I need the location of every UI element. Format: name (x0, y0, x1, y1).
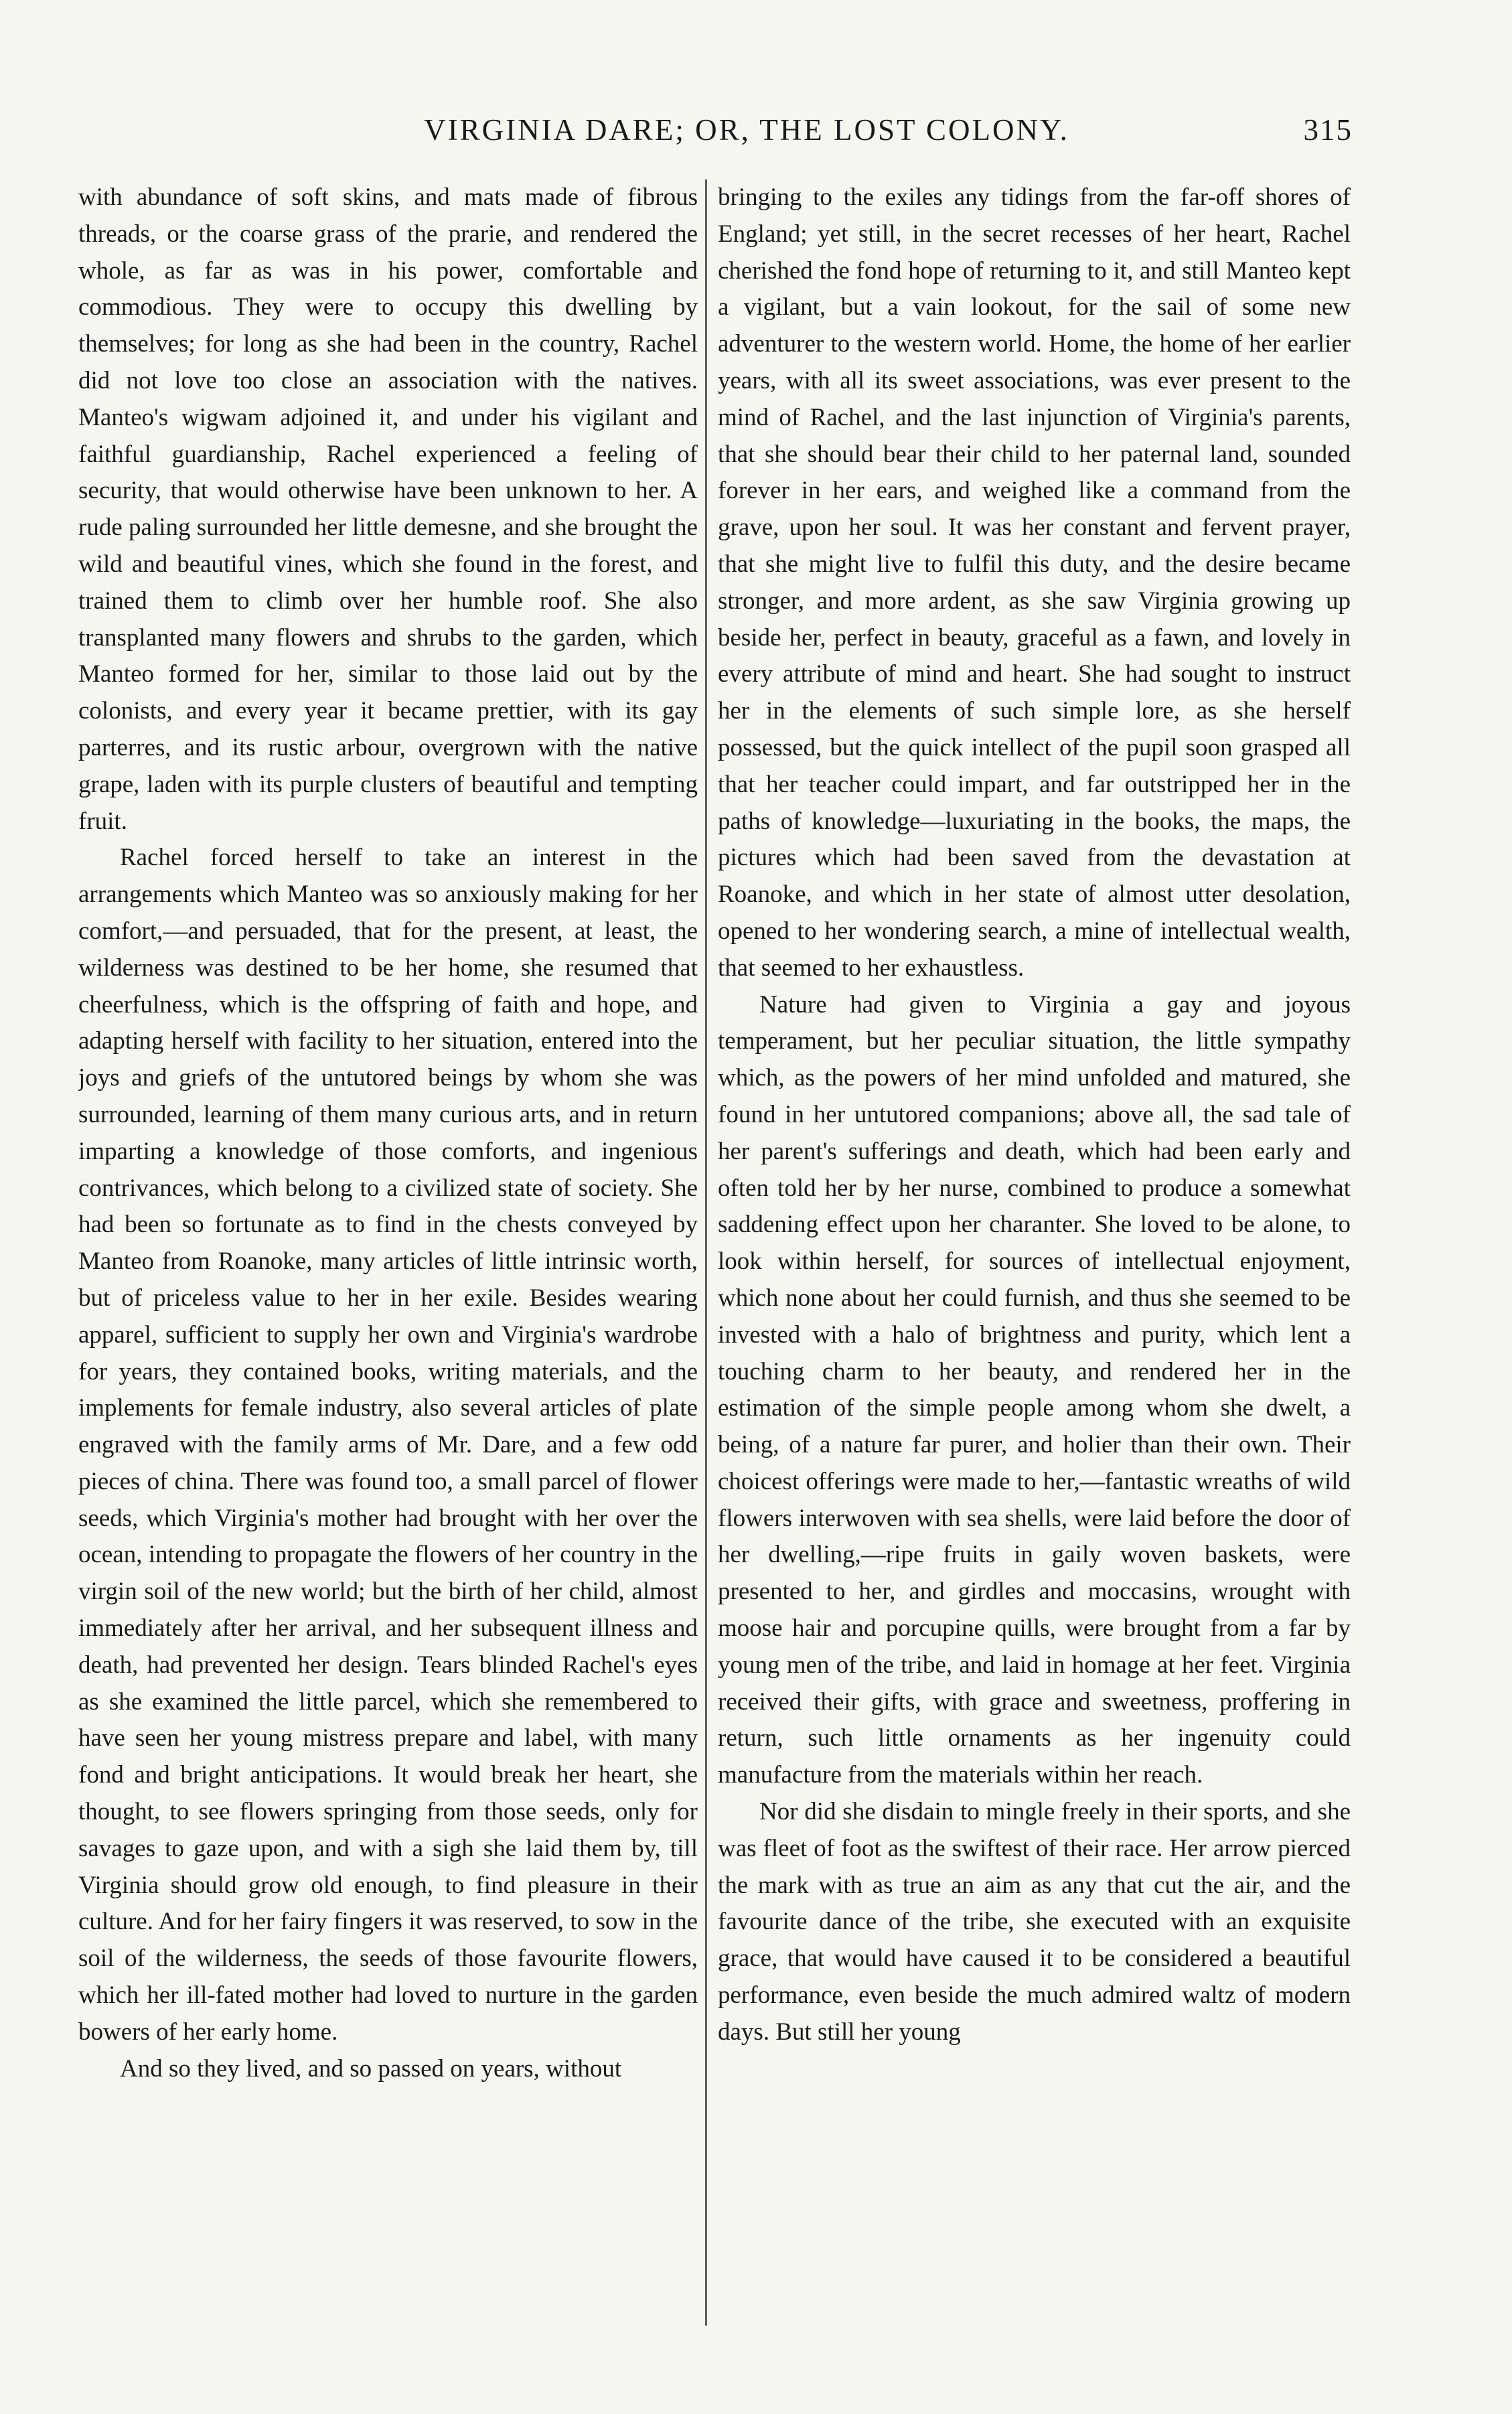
paragraph: bringing to the exiles any tidings from the far-off shores of England; yet still, in the secret recesses of her heart, Rachel cherished the fond hope of returning to it, and still Manteo kept a vigilant, but a vain lookout, for the sail of some new adventurer to the western world. Home, the home of her earlier years, with all its sweet associations, was ever present to the mind of Rachel, and the last injunction of Virginia's parents, that she should bear their child to her paternal land, sounded forever in her ears, and weighed like a command from the grave, upon her soul. It was her constant and fervent prayer, that she might live to fulfil this duty, and the desire became stronger, and more ardent, as she saw Virginia growing up beside her, perfect in beauty, graceful as a fawn, and lovely in every attribute of mind and heart. She had sought to instruct her in the elements of such simple lore, as she herself possessed, but the quick intellect of the pupil soon grasped all that her teacher could impart, and far outstripped her in the paths of knowledge—luxuriating in the books, the maps, the pictures which had been saved from the devastation at Roanoke, and which in her state of almost utter desolation, opened to her wondering search, a mine of intellectual wealth, that seemed to her exhaustless. (718, 183, 1351, 982)
column-divider (705, 179, 707, 2326)
right-column (718, 179, 1351, 2336)
paragraph: And so they lived, and so passed on years, without (120, 2054, 622, 2083)
paragraph: with abundance of soft skins, and mats made of fibrous threads, or the coarse grass of the prarie, and rendered the whole, as far as was in his power, comfortable and commodious. They were to occupy this dwelling by themselves; for long as she had been in the country, Rachel did not love too close an association with the natives. Manteo's wigwam adjoined it, and under his vigilant and faithful guardianship, Rachel experienced a feeling of security, that would otherwise have been unknown to her. A rude paling surrounded her little demesne, and she brought the wild and beautiful vines, which she found in the forest, and trained them to climb over her humble roof. She also transplanted many flowers and shrubs to the garden, which Manteo formed for her, similar to those laid out by the colonists, and every year it became prettier, with its gay parterres, and its rustic arbour, overgrown with the native grape, laden with its purple clusters of beautiful and tempting fruit. (78, 183, 698, 835)
paragraph: Nor did she disdain to mingle freely in their sports, and she was fleet of foot as the swiftest of their race. Her arrow pierced the mark with as true an aim as any that cut the air, and the favourite dance of the tribe, she executed with an exquisite grace, that would have caused it to be considered a beautiful performance, even beside the much admired waltz of modern days. But still her young (718, 1798, 1351, 2046)
paragraph: Nature had given to Virginia a gay and joyous temperament, but her peculiar situation, the little sympathy which, as the powers of her mind unfolded and matured, she found in her untutored companions; above all, the sad tale of her parent's sufferings and death, which had been early and often told her by her nurse, combined to produce a somewhat saddening effect upon her charanter. She loved to be alone, to look within herself, for sources of intellectual enjoyment, which none about her could furnish, and thus she seemed to be invested with a halo of brightness and purity, which lent a touching charm to her beauty, and rendered her in the estimation of the simple people among whom she dwelt, a being, of a nature far purer, and holier than their own. Their choicest offerings were made to her,—fantastic wreaths of wild flowers interwoven with sea shells, were laid before the door of her dwelling,—ripe fruits in gaily woven baskets, were presented to her, and girdles and moccasins, wrought with moose hair and porcupine quills, were brought from a far by young men of the tribe, and laid in homage at her feet. Virginia received their gifts, with grace and sweetness, proffering in return, such little ornaments as her ingenuity could manufacture from the materials within her reach. (718, 990, 1351, 1789)
page-header (80, 112, 1353, 159)
left-column (78, 179, 698, 2336)
page-number: 315 (1303, 113, 1353, 147)
paragraph: Rachel forced herself to take an interest in the arrangements which Manteo was so anxiously making for her comfort,—and persuaded, that for the present, at least, the wilderness was destined to be her home, she resumed that cheerfulness, which is the offspring of faith and hope, and adapting herself with facility to her situation, entered into the joys and griefs of the untutored beings by whom she was surrounded, learning of them many curious arts, and in return imparting a knowledge of those comforts, and ingenious contrivances, which belong to a civilized state of society. She had been so fortunate as to find in the chests conveyed by Manteo from Roanoke, many articles of little intrinsic worth, but of priceless value to her in her exile. Besides wearing apparel, sufficient to supply her own and Virginia's wardrobe for years, they contained books, writing materials, and the implements for female industry, also several articles of plate engraved with the family arms of Mr. Dare, and a few odd pieces of china. There was found too, a small parcel of flower seeds, which Virginia's mother had brought with her over the ocean, intending to propagate the flowers of her country in the virgin soil of the new world; but the birth of her child, almost immediately after her arrival, and her subsequent illness and death, had prevented her design. Tears blinded Rachel's eyes as she examined the little parcel, which she remembered to have seen her young mistress prepare and label, with many fond and bright anticipations. It would break her heart, she thought, to see flowers springing from those seeds, only for savages to gaze upon, and with a sigh she laid them by, till Virginia should grow old enough, to find pleasure in their culture. And for her fairy fingers it was reserved, to sow in the soil of the wilderness, the seeds of those favourite flowers, which her ill-fated mother had loved to nurture in the garden bowers of her early home. (78, 844, 698, 2046)
running-title: VIRGINIA DARE; OR, THE LOST COLONY. (424, 113, 1069, 147)
